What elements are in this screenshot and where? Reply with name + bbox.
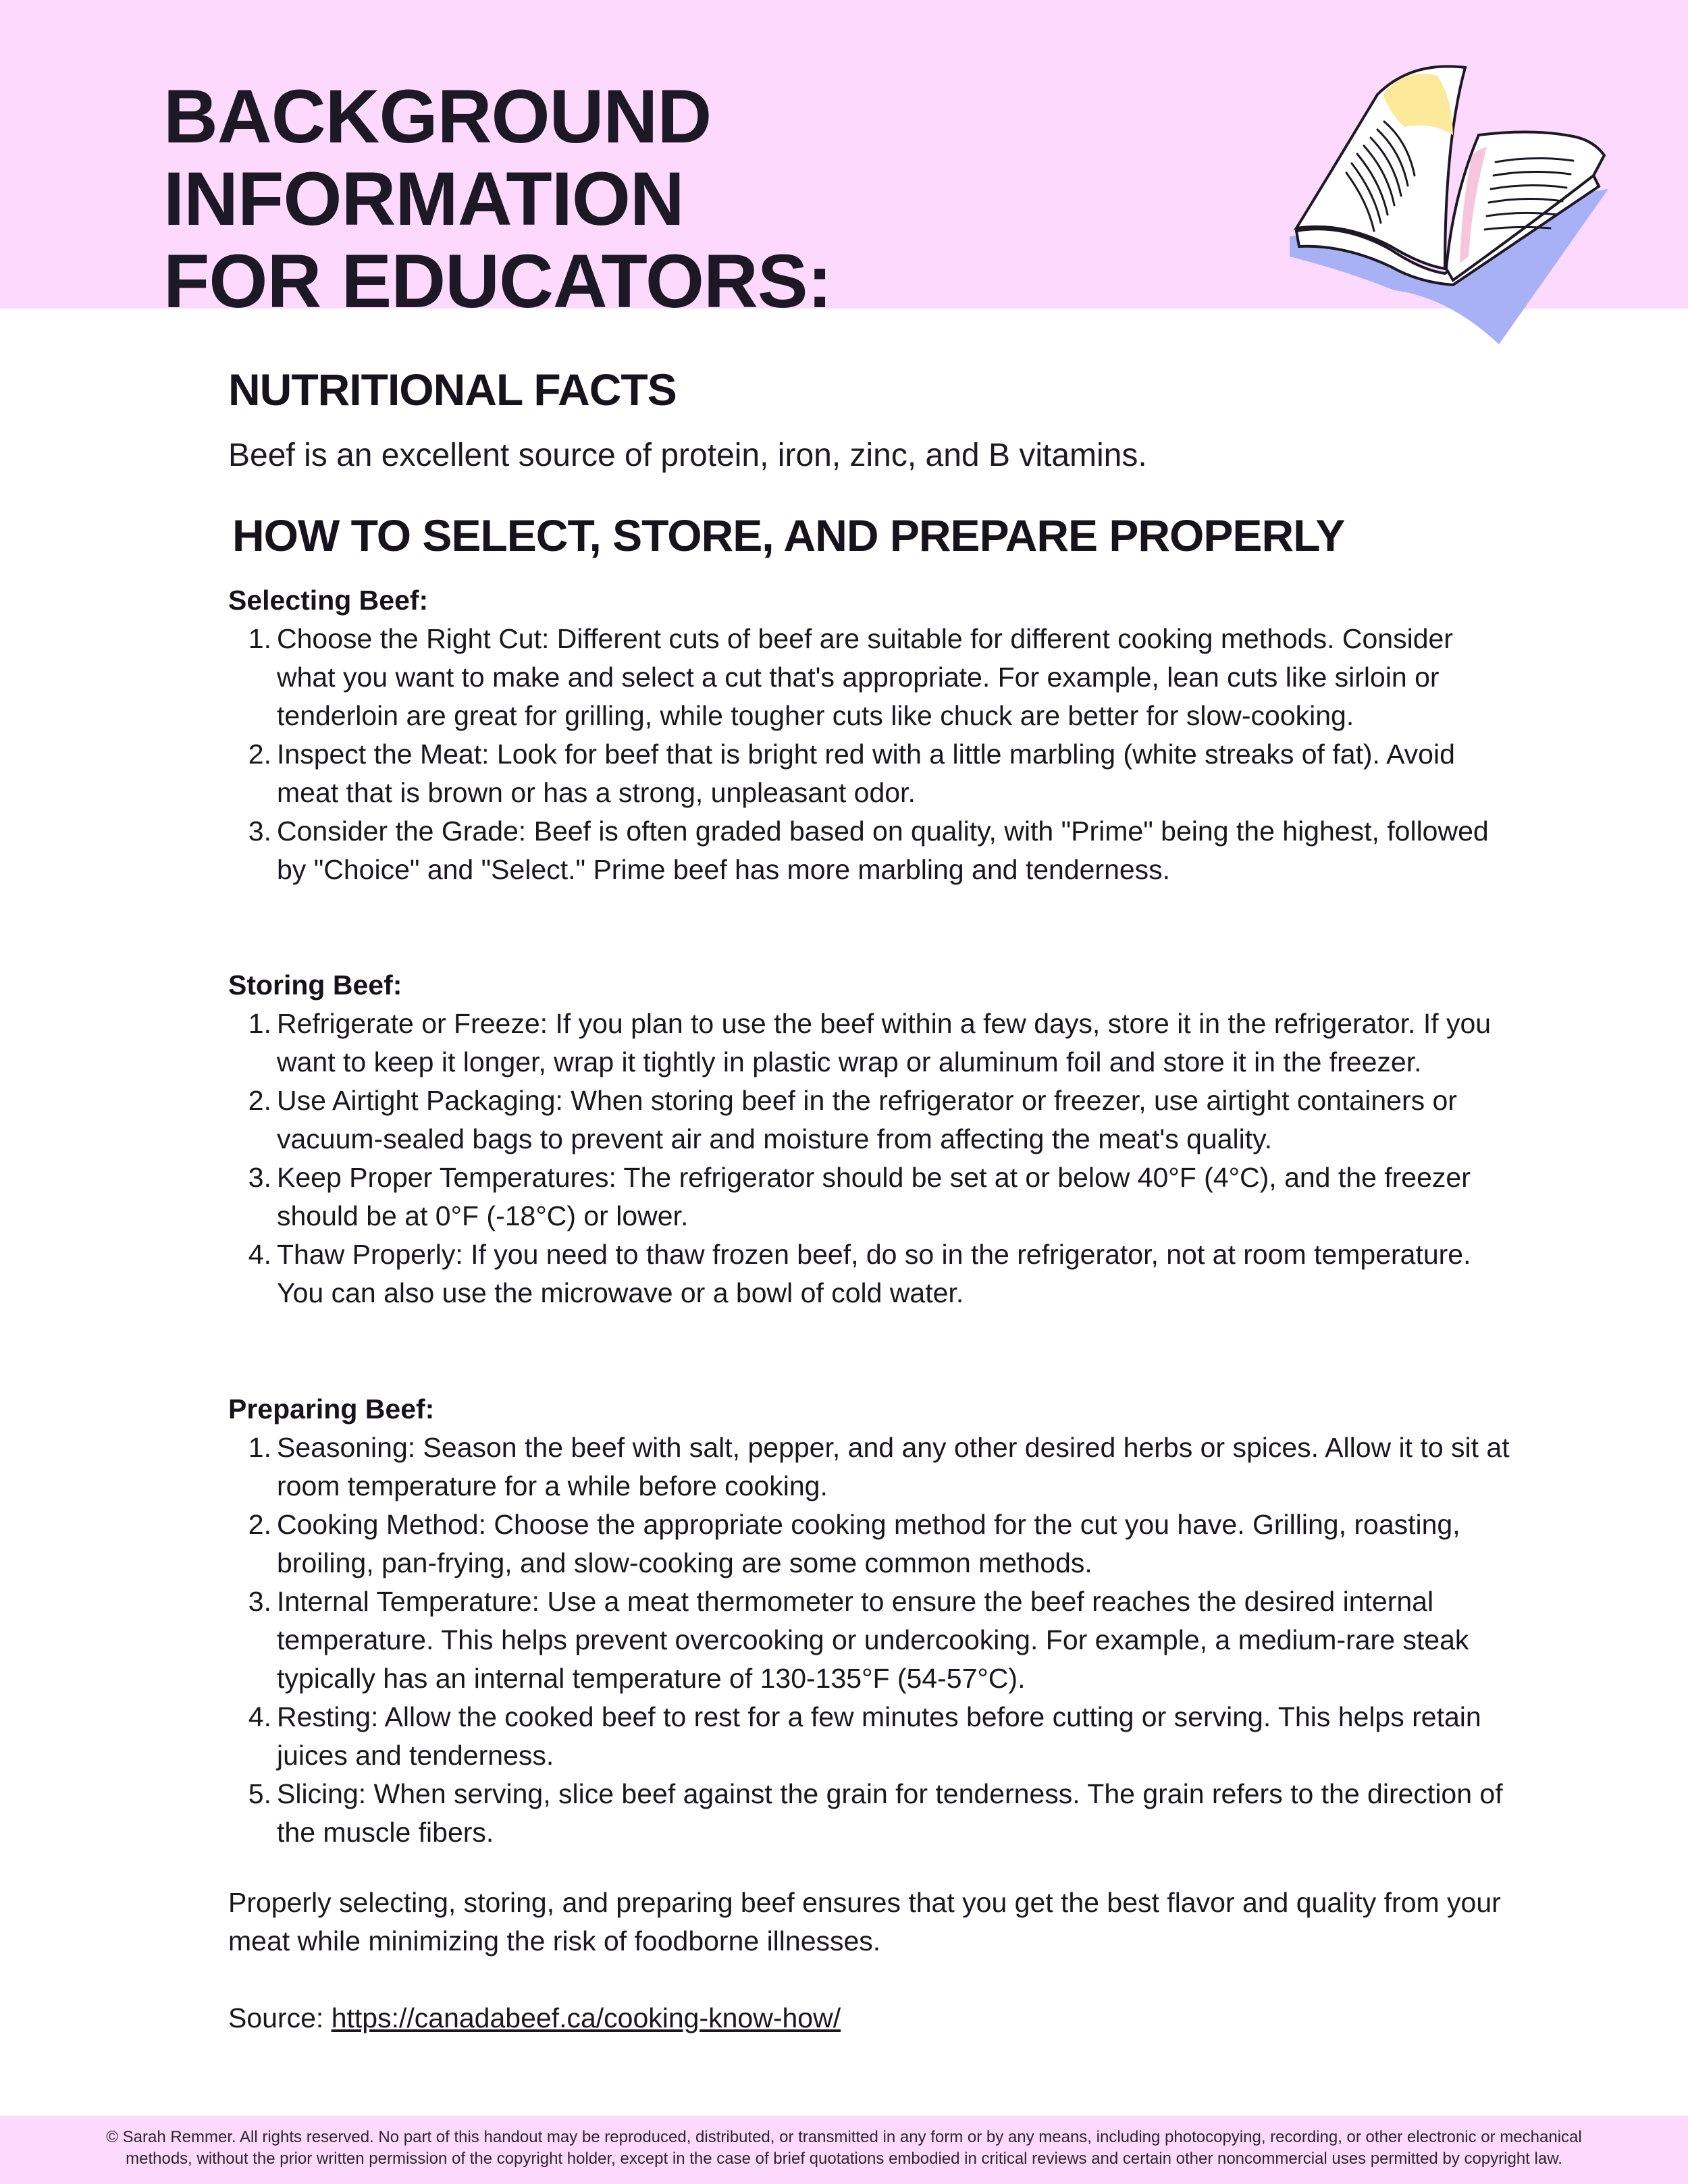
item-text: Consider the Grade: Beef is often graded based on quality, with "Prime" being the highest, followed by "Choice" and "Select." Prime beef has more marbling and tenderness.: [277, 816, 1489, 885]
item-number: 1.: [248, 1432, 271, 1463]
item-number: 1.: [248, 623, 271, 654]
preparing-list: [228, 1429, 1511, 1852]
item-text: Seasoning: Season the beef with salt, pepper, and any other desired herbs or spices. Allow it to sit at room temperature for a while before cooking.: [277, 1432, 1510, 1501]
preparing-title: Preparing Beef:: [228, 1393, 435, 1424]
list-item: [228, 1698, 1511, 1775]
nutritional-facts-text: Beef is an excellent source of protein, iron, zinc, and B vitamins.: [228, 437, 1147, 473]
footer: [0, 2116, 1688, 2184]
item-number: 4.: [248, 1701, 271, 1732]
page-title: [163, 76, 1244, 323]
item-number: 5.: [248, 1778, 271, 1809]
item-text: Choose the Right Cut: Different cuts of beef are suitable for different cooking methods. Consider what you want to make and select a cut that's appropriate. For example, lean cuts like sirloin or tenderloin are great for grilling, while tougher cuts like chuck are better for slow-cooking.: [277, 623, 1453, 731]
item-number: 2.: [248, 1509, 271, 1540]
item-number: 3.: [248, 1162, 271, 1193]
source-label: Source:: [228, 2002, 332, 2033]
closing-paragraph: Properly selecting, storing, and preparing beef ensures that you get the best flavor and quality from your meat while minimizing the risk of foodborne illnesses.: [228, 1887, 1501, 1956]
list-item: [228, 1158, 1511, 1235]
item-text: Inspect the Meat: Look for beef that is bright red with a little marbling (white streaks of fat). Avoid meat that is brown or has a strong, unpleasant odor.: [277, 739, 1455, 808]
source-line: [228, 1999, 841, 2037]
source-link[interactable]: https://canadabeef.ca/cooking-know-how/: [331, 2002, 841, 2033]
item-number: 3.: [248, 1586, 271, 1617]
item-number: 3.: [248, 816, 271, 847]
list-item: [228, 735, 1511, 812]
storing-title: Storing Beef:: [228, 969, 402, 1001]
list-item: [228, 1005, 1511, 1082]
item-number: 2.: [248, 739, 271, 770]
nutritional-facts-heading: NUTRITIONAL FACTS: [228, 365, 677, 415]
how-to-heading: HOW TO SELECT, STORE, AND PREPARE PROPERLY: [232, 510, 1345, 560]
selecting-list: [228, 620, 1511, 889]
item-number: 4.: [248, 1239, 271, 1270]
selecting-section: [228, 581, 1511, 889]
item-text: Keep Proper Temperatures: The refrigerator should be set at or below 40°F (4°C), and the freezer should be at 0°F (-18°C) or lower.: [277, 1162, 1471, 1231]
list-item: [228, 1506, 1511, 1582]
list-item: [228, 812, 1511, 889]
preparing-section: [228, 1390, 1511, 1852]
item-text: Resting: Allow the cooked beef to rest for a few minutes before cutting or serving. This helps retain juices and tenderness.: [277, 1701, 1481, 1771]
item-text: Cooking Method: Choose the appropriate cooking method for the cut you have. Grilling, roasting, broiling, pan-frying, and slow-cooking are some common methods.: [277, 1509, 1460, 1578]
list-item: [228, 1582, 1511, 1698]
storing-list: [228, 1005, 1511, 1312]
selecting-title: Selecting Beef:: [228, 585, 429, 616]
item-text: Use Airtight Packaging: When storing beef in the refrigerator or freezer, use airtight containers or vacuum-sealed bags to prevent air and moisture from affecting the meat's quality.: [277, 1085, 1457, 1154]
list-item: [228, 1429, 1511, 1506]
item-number: 1.: [248, 1008, 271, 1039]
list-item: [228, 620, 1511, 735]
copyright-notice: © Sarah Remmer. All rights reserved. No part of this handout may be reproduced, distributed, or transmitted in any form or by any means, including photocopying, recording, or other electronic or mechanical methods, without the prior written permission of the copyright holder, except in the case of brief quotations embodied in critical reviews and certain other noncommercial uses permitted by copyright law.: [106, 2128, 1582, 2168]
item-text: Thaw Properly: If you need to thaw frozen beef, do so in the refrigerator, not at room temperature. You can also use the microwave or a bowl of cold water.: [277, 1239, 1471, 1308]
item-text: Refrigerate or Freeze: If you plan to use the beef within a few days, store it in the refrigerator. If you want to keep it longer, wrap it tightly in plastic wrap or aluminum foil and store it in the freezer.: [277, 1008, 1492, 1077]
storing-section: [228, 966, 1511, 1312]
list-item: [228, 1235, 1511, 1312]
list-item: [228, 1082, 1511, 1158]
list-item: [228, 1775, 1511, 1852]
item-text: Slicing: When serving, slice beef against the grain for tenderness. The grain refers to the direction of the muscle fibers.: [277, 1778, 1503, 1848]
item-text: Internal Temperature: Use a meat thermometer to ensure the beef reaches the desired internal temperature. This helps prevent overcooking or undercooking. For example, a medium-rare steak typically has an internal temperature of 130-135°F (54-57°C).: [277, 1586, 1469, 1694]
item-number: 2.: [248, 1085, 271, 1116]
page-title-line-2: FOR EDUCATORS:: [163, 239, 832, 323]
open-book-icon: [1276, 54, 1627, 351]
page-title-line-1: BACKGROUND INFORMATION: [163, 74, 712, 241]
